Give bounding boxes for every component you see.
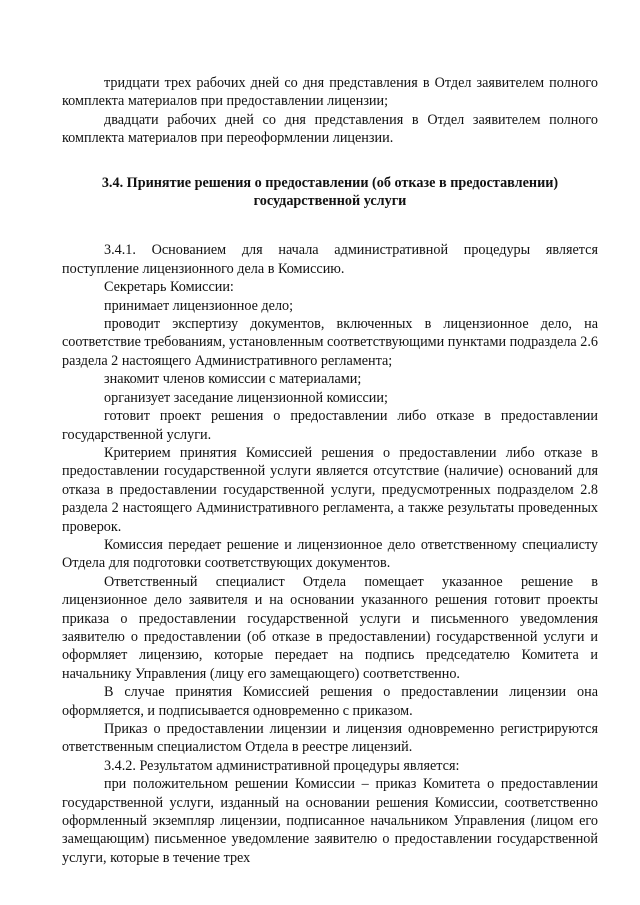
paragraph: двадцати рабочих дней со дня представления в Отдел заявителем полного комплекта материалов при переоформлении лицензии. [62,111,598,147]
section-heading: 3.4. Принятие решения о предоставлении (об отказе в предоставлении) государственной услуги [101,174,559,210]
paragraph: знакомит членов комиссии с материалами; [104,371,362,388]
document-page [62,74,598,867]
paragraph: принимает лицензионное дело; [104,297,294,314]
paragraph: проводит экспертизу документов, включенных в лицензионное дело, на соответствие требованиям, установленным соответствующими пунктами подраздела 2.6 раздела 2 настоящего Административного регламента; [62,316,598,369]
paragraph: Комиссия передает решение и лицензионное дело ответственному специалисту Отдела для подготовки соответствующих документов. [62,536,598,572]
paragraph: готовит проект решения о предоставлении либо отказе в предоставлении государственной услуги. [62,408,598,443]
paragraph: В случае принятия Комиссией решения о предоставлении лицензии она оформляется, и подписывается одновременно с приказом. [62,684,598,719]
paragraph: Критерием принятия Комиссией решения о предоставлении либо отказе в предоставлении государственной услуги является отсутствие (наличие) оснований для отказа в предоставлении государственной услуги, предусмотренных подразделом 2.8 раздела 2 настоящего Административного регламента, а также результаты проведенных проверок. [62,444,598,535]
paragraph: Секретарь Комиссии: [104,279,234,296]
paragraph: при положительном решении Комиссии – приказ Комитета о предоставлении государственной услуги, изданный на основании решения Комиссии, соответственно оформленный экземпляр лицензии, подписанное начальником Управления (лицом его замещающим) письменное уведомление заявителю о предоставлении государственной услуги, которые в течение трех [62,776,598,866]
paragraph: Ответственный специалист Отдела помещает указанное решение в лицензионное дело заявителя и на основании указанного решения готовит проекты приказа о предоставлении государственной услуги и письменного уведомления заявителю о предоставлении (об отказе в предоставлении) государственной услуги и оформляет лицензию, которые передает на подпись председателю Комитета и начальнику Управления (лицу его замещающего) соответственно. [62,573,598,682]
paragraph: организует заседание лицензионной комиссии; [104,389,388,406]
paragraph: тридцати трех рабочих дней со дня представления в Отдел заявителем полного комплекта материалов при предоставлении лицензии; [62,75,598,110]
paragraph: Приказ о предоставлении лицензии и лицензия одновременно регистрируются ответственным специалистом Отдела в реестре лицензий. [62,721,598,756]
paragraph: 3.4.2. Результатом административной процедуры является: [104,757,460,774]
paragraph: 3.4.1. Основанием для начала административной процедуры является поступление лицензионного дела в Комиссию. [62,242,598,277]
